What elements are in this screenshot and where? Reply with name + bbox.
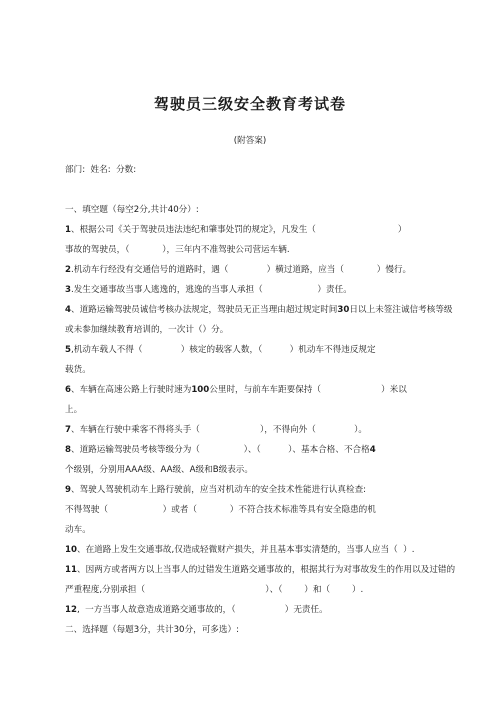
question-text: 、驾驶人驾驶机动车上路行驶前，应当对机动车的安全技术性能进行认真检查: <box>70 485 367 495</box>
question-6-line-1 <box>65 384 407 396</box>
question-number: 8 <box>65 445 71 455</box>
question-text: 、因两方或者两方以上当事人的过错发生道路交通事故的，根据其行为对事故发生的作用以及过错的 <box>76 565 456 575</box>
question-8-line-2: 个级别，分别用AAA级、AA级、A级和B级表示。 <box>65 465 253 475</box>
question-text: ,机动车载人不得（ ）核定的载客人数，（ ）机动车不得违反规定 <box>70 345 376 355</box>
question-bold-number: 100 <box>191 385 210 395</box>
section-heading-fill-in: 一、填空题（每空2分,共计40分）: <box>65 205 199 215</box>
question-text: 日以上未签注诚信考核等级 <box>349 305 453 315</box>
question-4-line-1 <box>65 304 453 316</box>
question-number: 2 <box>65 265 71 275</box>
question-text: 公里时，与前车车距要保持（ ）米以 <box>209 385 407 395</box>
question-9-line-3: 动车。 <box>65 525 91 535</box>
question-8-line-1 <box>65 444 376 456</box>
question-7 <box>65 424 367 436</box>
question-4-line-2: 或未参加继续教育培训的，一次计（）分。 <box>65 325 229 335</box>
question-3 <box>65 284 352 296</box>
question-bold-number: 4 <box>369 445 376 455</box>
question-6-line-2: 上。 <box>65 405 83 415</box>
question-text: 、道路运输驾驶员诚信考核办法规定，驾驶员无正当理由超过规定时间 <box>70 305 338 315</box>
question-number: 1 <box>65 225 71 235</box>
question-text: , 一方当事人故意造成道路交通事故的，（ ）无责任。 <box>76 605 328 615</box>
question-bold-number: 30 <box>337 305 350 315</box>
question-number: 5 <box>65 345 71 355</box>
subtitle: (附答案) <box>233 136 267 146</box>
question-number: 4 <box>65 305 71 315</box>
question-5-line-1 <box>65 344 376 356</box>
question-number: 12 <box>65 605 77 615</box>
meta-fields: 部门: 姓名: 分数: <box>65 165 137 175</box>
question-number: 10 <box>65 545 77 555</box>
question-text: .发生交通事故当事人逃逸的，逃逸的当事人承担（ ）责任。 <box>70 285 352 295</box>
question-number: 3 <box>65 285 71 295</box>
question-5-line-2: 载货。 <box>65 365 91 375</box>
question-number: 9 <box>65 485 71 495</box>
page-title: 驾驶员三级安全教育考试卷 <box>153 95 346 113</box>
question-2 <box>65 264 411 276</box>
question-number: 11 <box>65 565 77 575</box>
question-number: 6 <box>65 385 71 395</box>
question-12 <box>65 604 328 616</box>
question-1-line-2: 事故的驾驶员，（ ），三年内不准驾驶公司营运车辆. <box>65 245 290 255</box>
question-text: .机动车行经没有交通信号的道路时，遇（ ）横过道路，应当（ ）慢行。 <box>70 265 412 275</box>
question-text: 、车辆在高速公路上行驶时速为 <box>70 385 192 395</box>
question-9-line-1 <box>65 484 366 496</box>
question-text: 、根据公司《关于驾驶员违法违纪和肇事处罚的规定》，凡发生（ ） <box>70 225 407 235</box>
question-11-line-1 <box>65 564 455 576</box>
question-1-line-1 <box>65 224 406 236</box>
question-number: 7 <box>65 425 71 435</box>
question-10 <box>65 544 414 556</box>
question-text: 、在道路上发生交通事故,仅造成轻微财产损失，并且基本事实清楚的，当事人应当（ ）. <box>76 545 415 555</box>
question-9-line-2: 不得驾驶（ ）或者（ ）不符合技术标准等具有安全隐患的机 <box>65 505 376 515</box>
question-text: 、道路运输驾驶员考核等级分为（ ）、（ ）、基本合格、不合格 <box>70 445 370 455</box>
question-text: 、车辆在行驶中乘客不得将头手（ ），不得向外（ ）。 <box>70 425 367 435</box>
section-heading-multiple-choice: 二、选择题（每题3分，共计30分，可多选）: <box>65 625 239 635</box>
question-11-line-2: 严重程度,分别承担（ ）、（ ）和（ ）. <box>65 585 364 595</box>
